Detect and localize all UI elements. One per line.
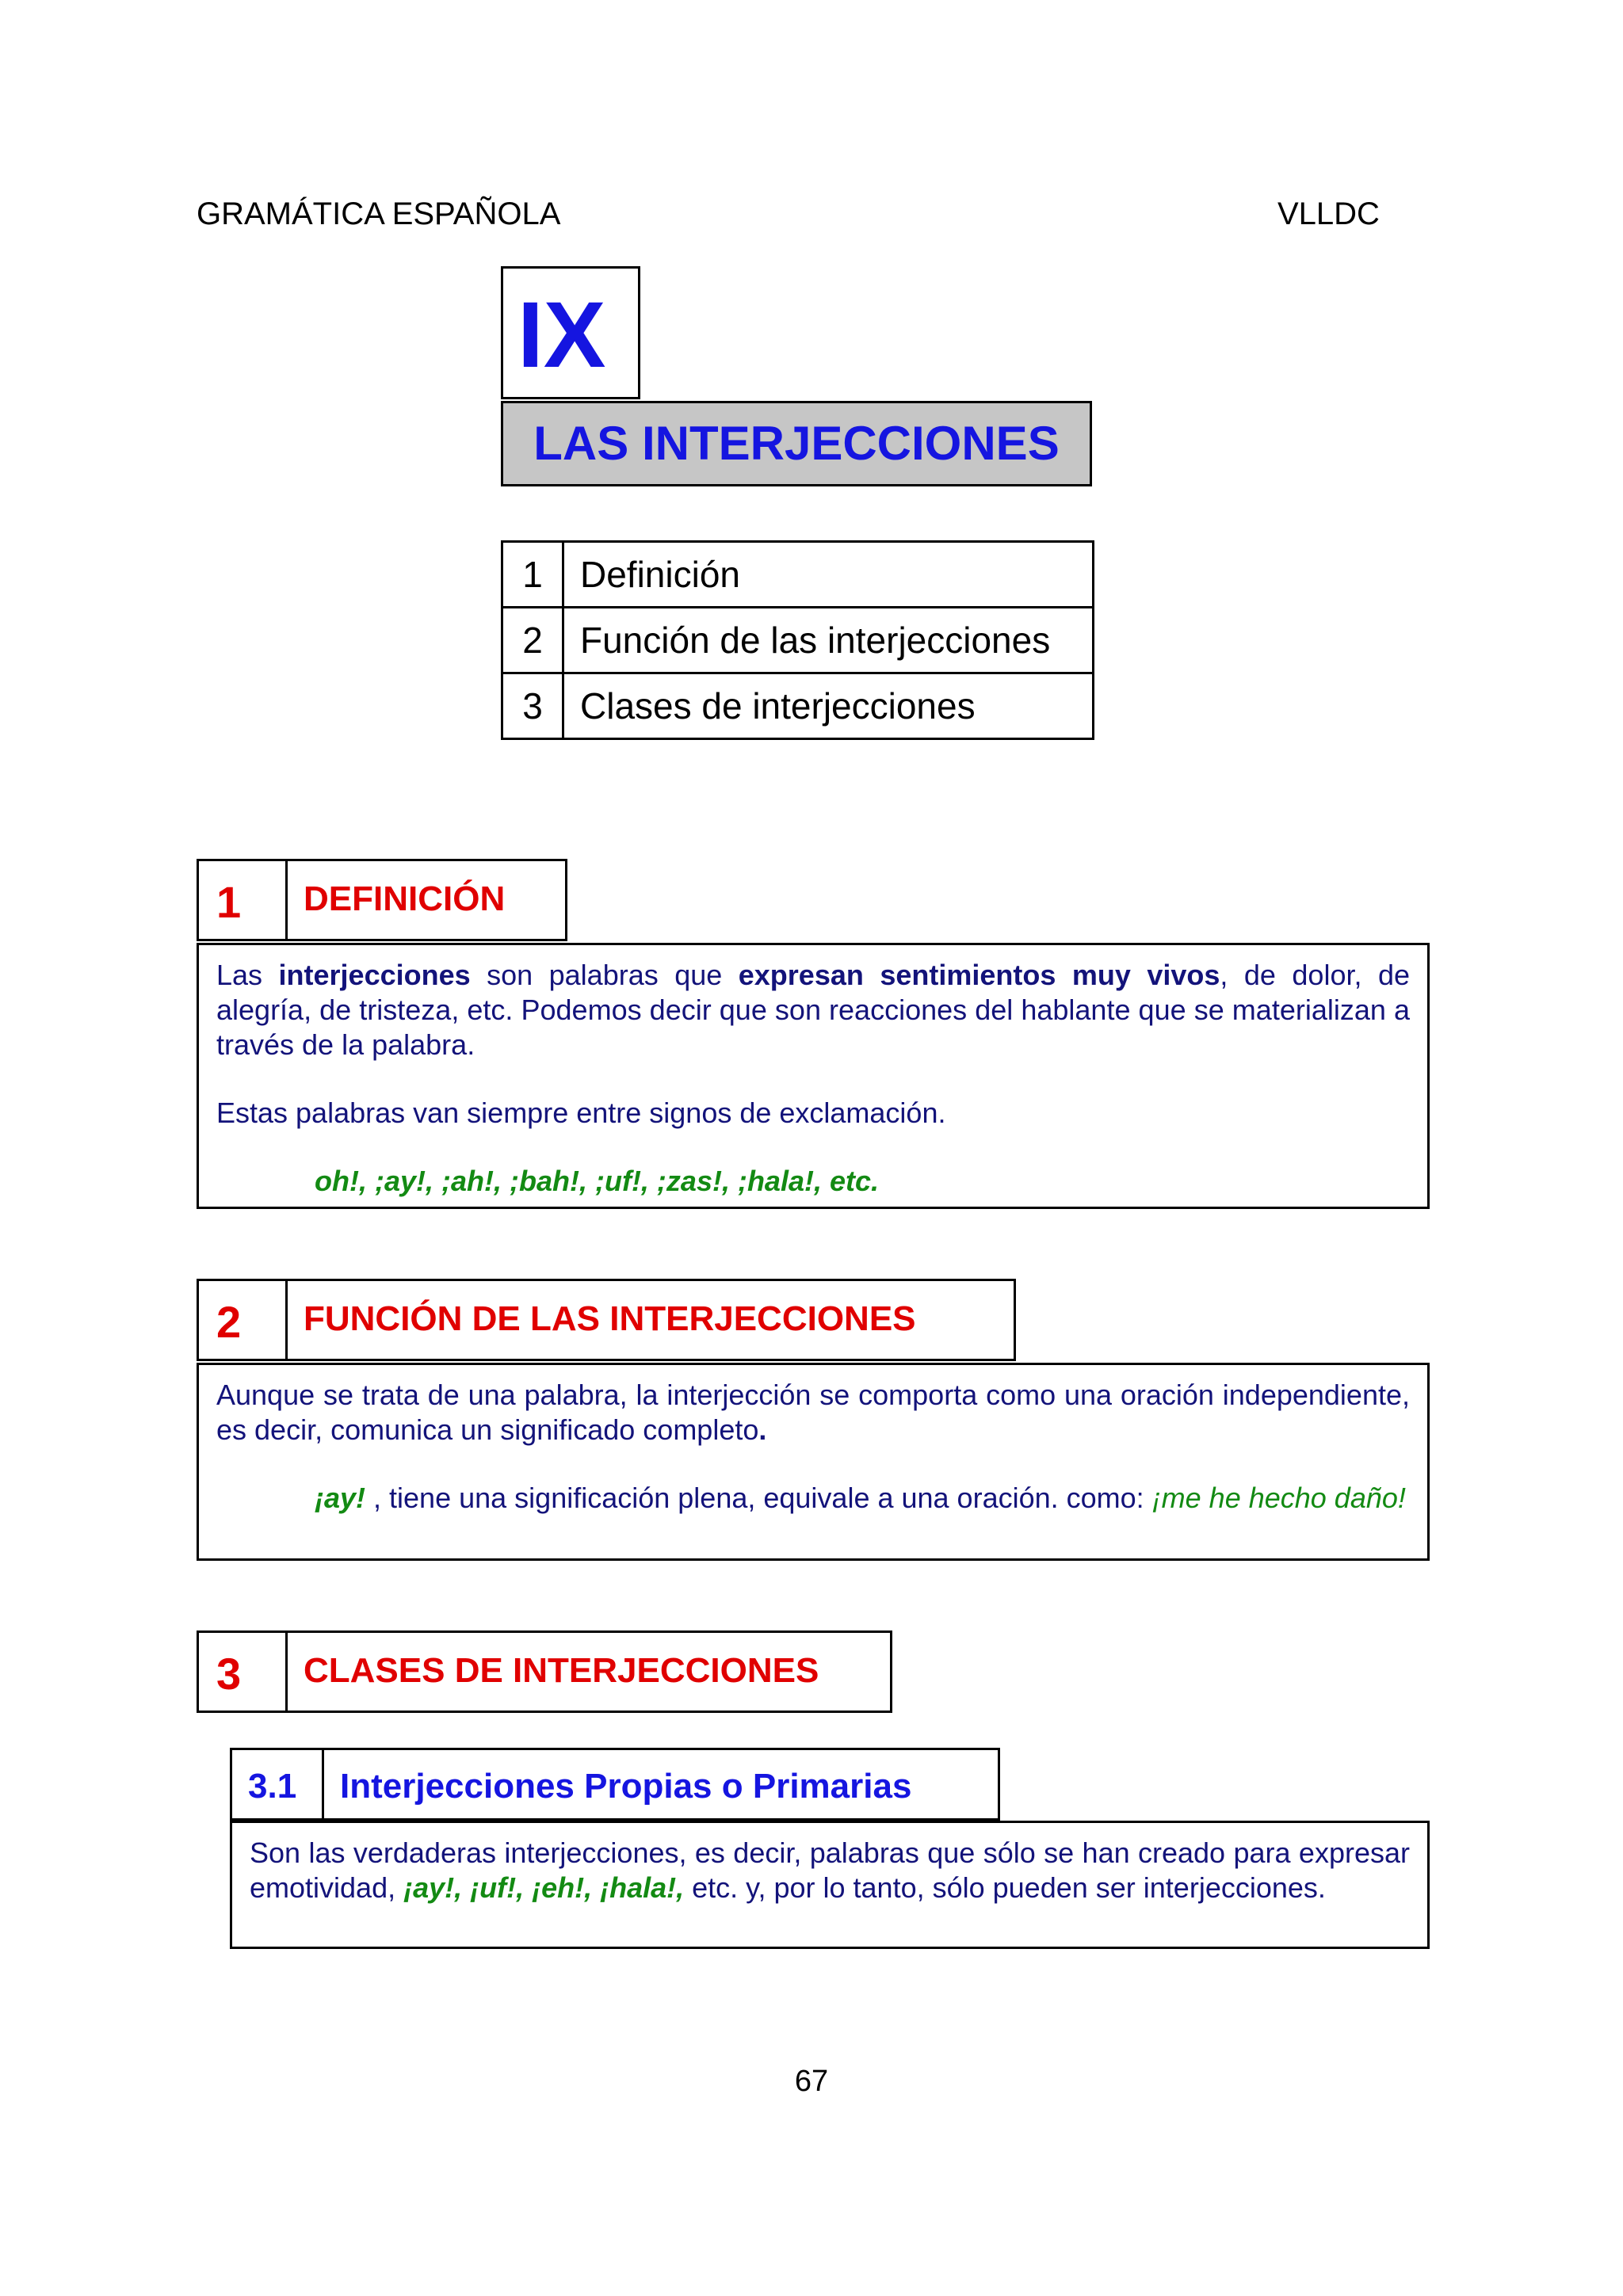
section-2-title: FUNCIÓN DE LAS INTERJECCIONES <box>285 1279 1016 1361</box>
exclamation-paragraph: Estas palabras van siempre entre signos de exclamación. <box>216 1097 946 1129</box>
toc-row <box>502 542 1094 608</box>
toc-number: 3 <box>502 673 563 739</box>
subsection-3-1-content <box>230 1821 1430 1949</box>
toc-row <box>502 608 1094 673</box>
subsection-3-1-title: Interjecciones Propias o Primarias <box>322 1748 1000 1821</box>
section-2-number: 2 <box>197 1279 285 1361</box>
section-1-content <box>197 943 1430 1209</box>
toc-number: 1 <box>502 542 563 608</box>
page-number: 67 <box>794 2065 829 2098</box>
definition-paragraph: Las interjecciones son palabras que expresan sentimientos muy vivos, de dolor, de alegría, de tristeza, etc. Podemos decir que son reacciones del hablante que se materializan a través de la palabra. <box>216 959 1410 1061</box>
toc-title: Clases de interjecciones <box>563 673 1094 739</box>
chapter-title: LAS INTERJECCIONES <box>501 401 1092 486</box>
chapter-number: IX <box>501 266 640 399</box>
section-1-title: DEFINICIÓN <box>285 859 567 941</box>
primary-interjections-paragraph: Son las verdaderas interjecciones, es decir, palabras que sólo se han creado para expresar emotividad, ¡ay!, ¡uf!, ¡eh!, ¡hala!, etc. y, por lo tanto, sólo pueden ser interjecciones. <box>250 1836 1410 1904</box>
toc-title: Definición <box>563 542 1094 608</box>
subsection-3-1-number: 3.1 <box>230 1748 322 1821</box>
table-of-contents <box>501 540 1094 740</box>
document-header-title: GRAMÁTICA ESPAÑOLA <box>197 196 561 231</box>
section-3-title: CLASES DE INTERJECCIONES <box>285 1630 892 1713</box>
function-example: ¡ay! , tiene una significación plena, equivale a una oración. como: ¡me he hecho daño! <box>315 1482 1406 1514</box>
examples-line: oh!, ;ay!, ;ah!, ;bah!, ;uf!, ;zas!, ;hala!, etc. <box>315 1165 880 1197</box>
toc-title: Función de las interjecciones <box>563 608 1094 673</box>
section-2-content <box>197 1363 1430 1561</box>
toc-row <box>502 673 1094 739</box>
function-paragraph: Aunque se trata de una palabra, la interjección se comporta como una oración independiente, es decir, comunica un significado completo. <box>216 1379 1410 1446</box>
section-3-number: 3 <box>197 1630 285 1713</box>
toc-number: 2 <box>502 608 563 673</box>
document-header-code: VLLDC <box>1277 196 1380 231</box>
section-1-number: 1 <box>197 859 285 941</box>
